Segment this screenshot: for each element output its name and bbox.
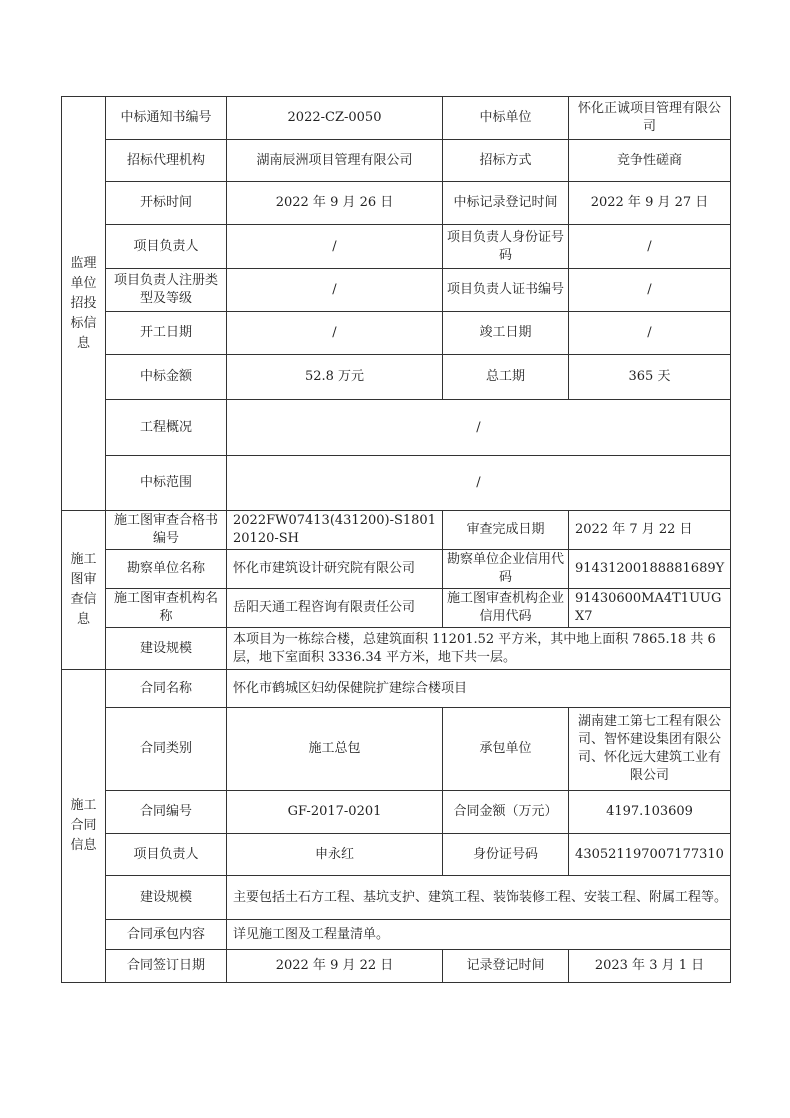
value-bid-open-time: 2022 年 9 月 26 日 <box>227 182 443 225</box>
label-contract-no: 合同编号 <box>106 791 227 834</box>
table-row <box>62 312 731 355</box>
section-drawing-review: 施工图审查信息 <box>62 511 106 670</box>
table-row <box>62 708 731 791</box>
value-contract-no: GF-2017-0201 <box>227 791 443 834</box>
value-winning-unit: 怀化正诚项目管理有限公司 <box>569 97 731 140</box>
label-contract-amount: 合同金额（万元） <box>443 791 569 834</box>
label-bid-method: 招标方式 <box>443 140 569 182</box>
table-row <box>62 834 731 876</box>
label-contract-lead-id: 身份证号码 <box>443 834 569 876</box>
value-survey-credit-code: 91431200188881689Y <box>569 550 731 589</box>
label-contract-name: 合同名称 <box>106 670 227 708</box>
value-contract-lead: 申永红 <box>227 834 443 876</box>
label-agency: 招标代理机构 <box>106 140 227 182</box>
value-review-agency-code: 91430600MA4T1UUGX7 <box>569 589 731 628</box>
value-sign-date: 2022 年 9 月 22 日 <box>227 950 443 983</box>
label-lead-cert-no: 项目负责人证书编号 <box>443 269 569 312</box>
value-contract-amount: 4197.103609 <box>569 791 731 834</box>
value-build-scale: 本项目为一栋综合楼，总建筑面积 11201.52 平方米，其中地上面积 7865.18 共 6 层，地下室面积 3336.34 平方米，地下共一层。 <box>227 628 731 670</box>
value-award-scope: / <box>227 456 731 511</box>
value-contract-content: 详见施工图及工程量清单。 <box>227 920 731 950</box>
value-project-lead: / <box>227 225 443 269</box>
value-lead-cert-no: / <box>569 269 731 312</box>
table-row <box>62 269 731 312</box>
label-review-agency-code: 施工图审查机构企业信用代码 <box>443 589 569 628</box>
label-contract-scale: 建设规模 <box>106 876 227 920</box>
label-award-record-time: 中标记录登记时间 <box>443 182 569 225</box>
table-row <box>62 140 731 182</box>
value-total-duration: 365 天 <box>569 355 731 400</box>
label-survey-credit-code: 勘察单位企业信用代码 <box>443 550 569 589</box>
table-row <box>62 511 731 550</box>
value-project-overview: / <box>227 400 731 456</box>
label-record-time: 记录登记时间 <box>443 950 569 983</box>
value-award-notice-no: 2022-CZ-0050 <box>227 97 443 140</box>
value-agency: 湖南辰洲项目管理有限公司 <box>227 140 443 182</box>
table-row <box>62 97 731 140</box>
value-contract-scale: 主要包括土石方工程、基坑支护、建筑工程、装饰装修工程、安装工程、附属工程等。 <box>227 876 731 920</box>
table-row <box>62 950 731 983</box>
value-survey-unit: 怀化市建筑设计研究院有限公司 <box>227 550 443 589</box>
table-row <box>62 628 731 670</box>
label-start-date: 开工日期 <box>106 312 227 355</box>
value-finish-date: / <box>569 312 731 355</box>
value-bid-method: 竞争性磋商 <box>569 140 731 182</box>
value-review-finish-date: 2022 年 7 月 22 日 <box>569 511 731 550</box>
value-contract-name: 怀化市鹤城区妇幼保健院扩建综合楼项目 <box>227 670 731 708</box>
table-row <box>62 670 731 708</box>
value-record-time: 2023 年 3 月 1 日 <box>569 950 731 983</box>
label-project-lead: 项目负责人 <box>106 225 227 269</box>
value-lead-registration: / <box>227 269 443 312</box>
table-row <box>62 876 731 920</box>
label-build-scale: 建设规模 <box>106 628 227 670</box>
label-lead-registration: 项目负责人注册类型及等级 <box>106 269 227 312</box>
value-award-record-time: 2022 年 9 月 27 日 <box>569 182 731 225</box>
label-award-amount: 中标金额 <box>106 355 227 400</box>
value-contract-lead-id: 430521197007177310 <box>569 834 731 876</box>
value-award-amount: 52.8 万元 <box>227 355 443 400</box>
label-contract-lead: 项目负责人 <box>106 834 227 876</box>
table-row <box>62 550 731 589</box>
label-contractor: 承包单位 <box>443 708 569 791</box>
table-row <box>62 400 731 456</box>
label-award-notice-no: 中标通知书编号 <box>106 97 227 140</box>
label-award-scope: 中标范围 <box>106 456 227 511</box>
label-lead-id: 项目负责人身份证号码 <box>443 225 569 269</box>
label-finish-date: 竣工日期 <box>443 312 569 355</box>
label-project-overview: 工程概况 <box>106 400 227 456</box>
label-review-agency: 施工图审查机构名称 <box>106 589 227 628</box>
table-row <box>62 791 731 834</box>
value-start-date: / <box>227 312 443 355</box>
label-contract-content: 合同承包内容 <box>106 920 227 950</box>
value-review-cert-no: 2022FW07413(431200)-S180120120-SH <box>227 511 443 550</box>
section-supervision: 监理单位招投标信息 <box>62 97 106 511</box>
label-bid-open-time: 开标时间 <box>106 182 227 225</box>
section-contract: 施工合同信息 <box>62 670 106 983</box>
value-review-agency: 岳阳天通工程咨询有限责任公司 <box>227 589 443 628</box>
label-review-cert-no: 施工图审查合格书编号 <box>106 511 227 550</box>
value-lead-id: / <box>569 225 731 269</box>
table-row <box>62 920 731 950</box>
project-info-table <box>61 96 731 983</box>
value-contractor: 湖南建工第七工程有限公司、智怀建设集团有限公司、怀化远大建筑工业有限公司 <box>569 708 731 791</box>
label-review-finish-date: 审查完成日期 <box>443 511 569 550</box>
value-contract-type: 施工总包 <box>227 708 443 791</box>
table-row <box>62 456 731 511</box>
label-survey-unit: 勘察单位名称 <box>106 550 227 589</box>
table-row <box>62 182 731 225</box>
label-total-duration: 总工期 <box>443 355 569 400</box>
label-contract-type: 合同类别 <box>106 708 227 791</box>
table-row <box>62 355 731 400</box>
label-winning-unit: 中标单位 <box>443 97 569 140</box>
label-sign-date: 合同签订日期 <box>106 950 227 983</box>
table-row <box>62 225 731 269</box>
table-row <box>62 589 731 628</box>
